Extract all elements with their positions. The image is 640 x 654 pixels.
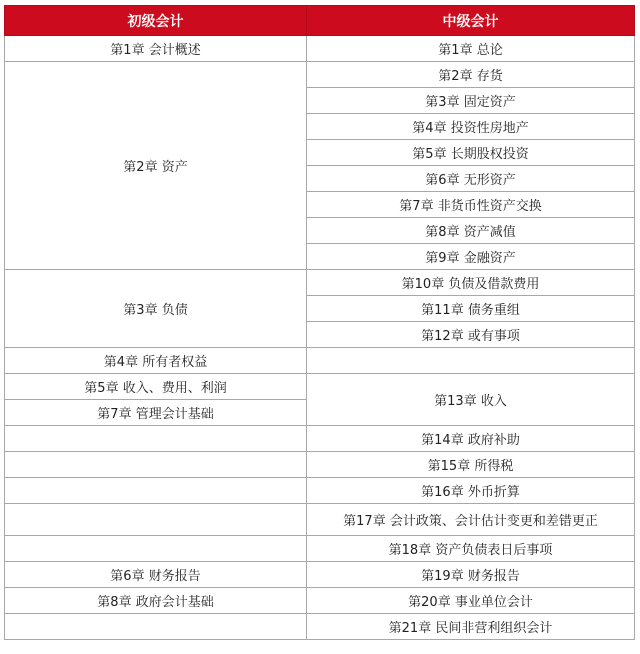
intermediate-chapter-13: 第13章 收入 xyxy=(307,374,635,426)
junior-chapter-2: 第2章 资产 xyxy=(5,62,307,270)
header-junior-accounting: 初级会计 xyxy=(5,6,307,36)
table-row xyxy=(5,426,635,452)
intermediate-chapter-21: 第21章 民间非营利组织会计 xyxy=(307,614,635,640)
junior-chapter-4: 第4章 所有者权益 xyxy=(5,348,307,374)
intermediate-chapter-7: 第7章 非货币性资产交换 xyxy=(307,192,635,218)
table-row xyxy=(5,614,635,640)
junior-chapter-7: 第7章 管理会计基础 xyxy=(5,400,307,426)
header-intermediate-accounting: 中级会计 xyxy=(307,6,635,36)
table-row xyxy=(5,504,635,536)
empty-cell xyxy=(5,452,307,478)
empty-cell xyxy=(5,536,307,562)
syllabus-comparison-table xyxy=(4,5,635,640)
intermediate-chapter-2: 第2章 存货 xyxy=(307,62,635,88)
junior-chapter-6: 第6章 财务报告 xyxy=(5,562,307,588)
intermediate-chapter-15: 第15章 所得税 xyxy=(307,452,635,478)
intermediate-chapter-18: 第18章 资产负债表日后事项 xyxy=(307,536,635,562)
table-row xyxy=(5,536,635,562)
table-row xyxy=(5,62,635,88)
intermediate-chapter-6: 第6章 无形资产 xyxy=(307,166,635,192)
intermediate-chapter-8: 第8章 资产减值 xyxy=(307,218,635,244)
intermediate-chapter-5: 第5章 长期股权投资 xyxy=(307,140,635,166)
comparison-table-container xyxy=(4,5,634,640)
intermediate-chapter-10: 第10章 负债及借款费用 xyxy=(307,270,635,296)
intermediate-chapter-4: 第4章 投资性房地产 xyxy=(307,114,635,140)
table-row xyxy=(5,588,635,614)
empty-cell xyxy=(5,504,307,536)
table-row xyxy=(5,270,635,296)
intermediate-chapter-3: 第3章 固定资产 xyxy=(307,88,635,114)
table-row xyxy=(5,452,635,478)
empty-cell xyxy=(5,614,307,640)
junior-chapter-1: 第1章 会计概述 xyxy=(5,36,307,62)
intermediate-chapter-14: 第14章 政府补助 xyxy=(307,426,635,452)
junior-chapter-5: 第5章 收入、费用、利润 xyxy=(5,374,307,400)
intermediate-chapter-20: 第20章 事业单位会计 xyxy=(307,588,635,614)
intermediate-chapter-16: 第16章 外币折算 xyxy=(307,478,635,504)
empty-cell xyxy=(5,478,307,504)
table-row xyxy=(5,36,635,62)
table-row xyxy=(5,562,635,588)
intermediate-chapter-9: 第9章 金融资产 xyxy=(307,244,635,270)
intermediate-chapter-11: 第11章 债务重组 xyxy=(307,296,635,322)
table-row xyxy=(5,374,635,400)
junior-chapter-8: 第8章 政府会计基础 xyxy=(5,588,307,614)
header-row xyxy=(5,6,635,36)
intermediate-chapter-12: 第12章 或有事项 xyxy=(307,322,635,348)
empty-cell xyxy=(5,426,307,452)
table-row xyxy=(5,348,635,374)
intermediate-chapter-19: 第19章 财务报告 xyxy=(307,562,635,588)
junior-chapter-3: 第3章 负债 xyxy=(5,270,307,348)
empty-cell xyxy=(307,348,635,374)
table-row xyxy=(5,478,635,504)
intermediate-chapter-17: 第17章 会计政策、会计估计变更和差错更正 xyxy=(307,504,635,536)
intermediate-chapter-1: 第1章 总论 xyxy=(307,36,635,62)
